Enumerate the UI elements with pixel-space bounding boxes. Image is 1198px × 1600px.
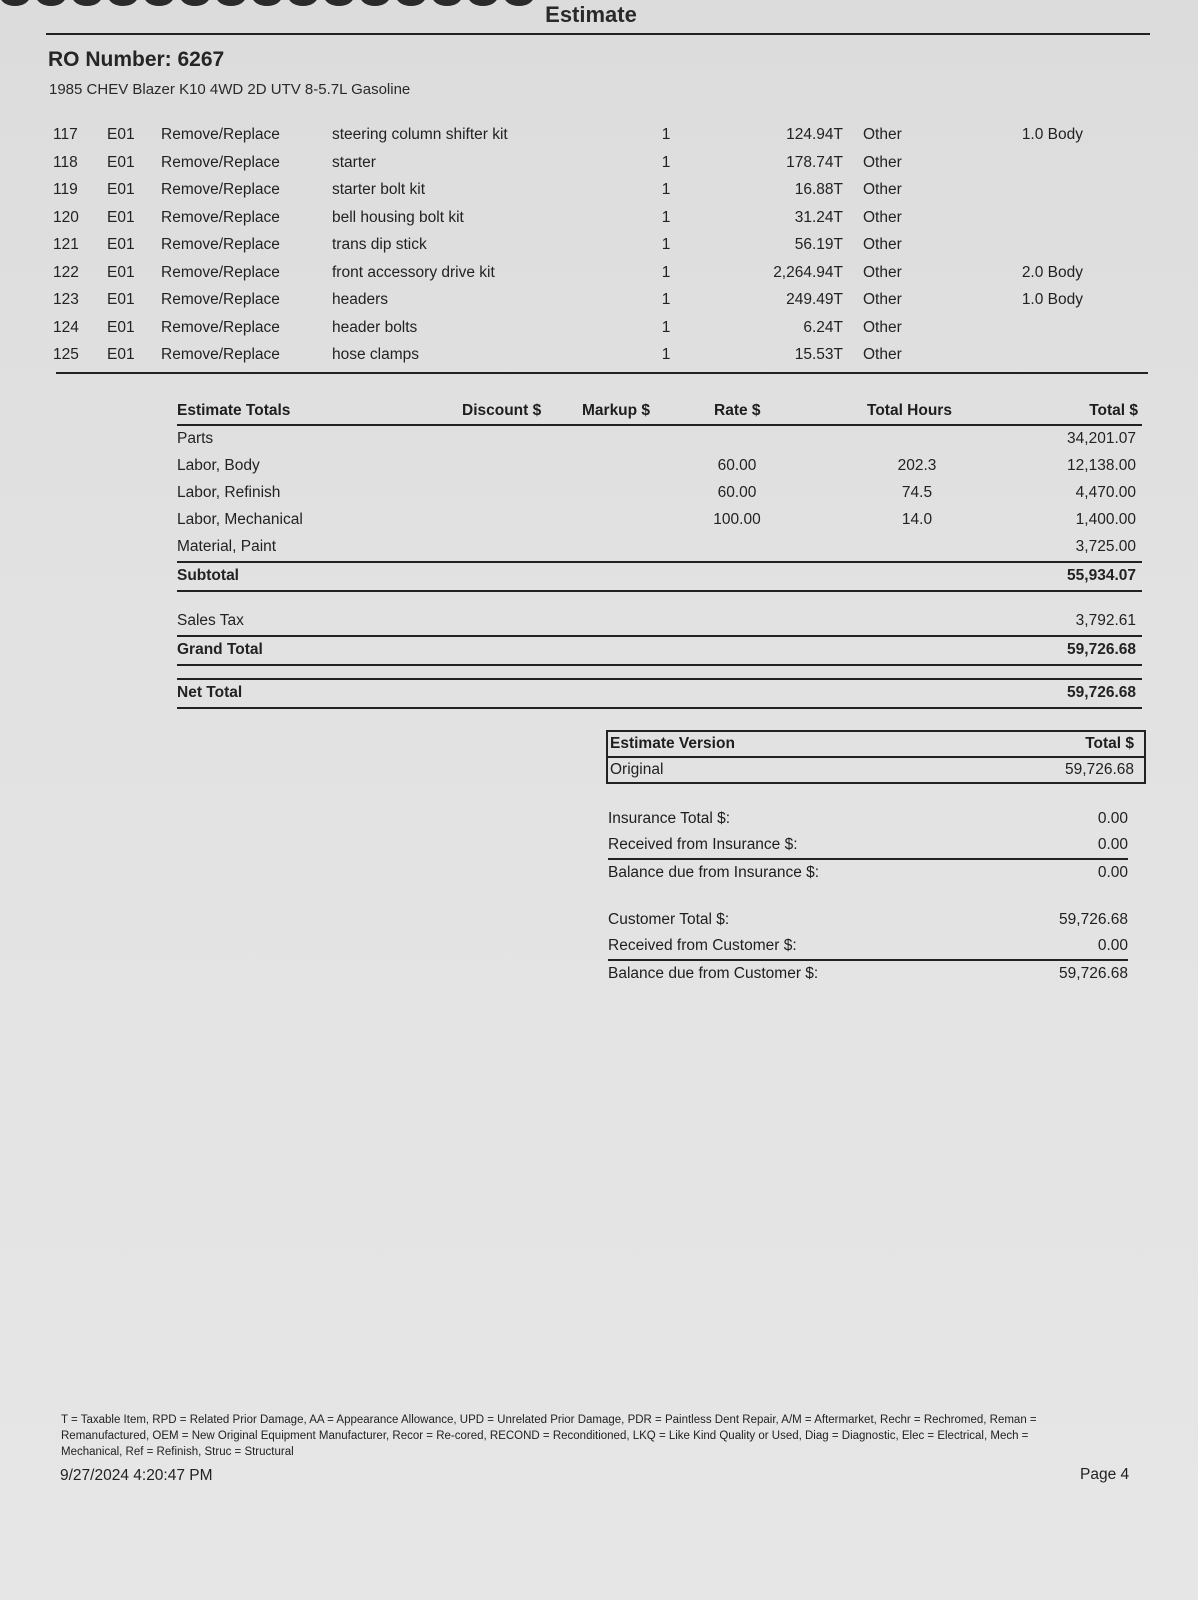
line-price: 6.24T bbox=[803, 318, 843, 336]
line-labor: 1.0 Body bbox=[1021, 291, 1083, 308]
totals-row-sales-tax bbox=[177, 608, 1142, 637]
line-operation: Remove/Replace bbox=[161, 346, 280, 363]
totals-value: 3,725.00 bbox=[1075, 538, 1136, 555]
totals-value: 1,400.00 bbox=[1075, 511, 1136, 528]
totals-hours: 202.3 bbox=[897, 457, 937, 474]
customer-total-label: Customer Total $: bbox=[608, 911, 730, 928]
insurance-balances bbox=[608, 806, 1128, 886]
title-rule bbox=[46, 33, 1150, 35]
insurance-balance-value: 0.00 bbox=[1097, 864, 1128, 881]
totals-label: Net Total bbox=[177, 684, 243, 701]
line-number: 125 bbox=[53, 346, 79, 363]
totals-header-label: Estimate Totals bbox=[177, 402, 291, 419]
insurance-total-value: 0.00 bbox=[1097, 810, 1128, 827]
version-name: Original bbox=[610, 761, 664, 778]
line-code: E01 bbox=[107, 291, 135, 308]
document-title: Estimate bbox=[545, 2, 637, 27]
line-qty: 1 bbox=[661, 208, 671, 226]
totals-value: 4,470.00 bbox=[1075, 484, 1136, 501]
customer-received-row bbox=[608, 933, 1128, 961]
line-operation: Remove/Replace bbox=[161, 126, 280, 143]
line-type: Other bbox=[863, 181, 902, 198]
line-qty: 1 bbox=[661, 291, 671, 308]
line-number: 117 bbox=[53, 126, 78, 143]
totals-row-material-paint bbox=[177, 534, 1142, 563]
line-type: Other bbox=[863, 263, 902, 281]
line-item-row bbox=[53, 181, 1148, 209]
insurance-balance-label: Balance due from Insurance $: bbox=[608, 864, 820, 881]
line-code: E01 bbox=[107, 318, 135, 336]
totals-value: 12,138.00 bbox=[1067, 457, 1136, 474]
line-price: 16.88T bbox=[794, 181, 843, 198]
totals-label: Parts bbox=[177, 430, 214, 447]
insurance-total-label: Insurance Total $: bbox=[608, 810, 731, 827]
line-item-row bbox=[53, 291, 1148, 319]
totals-row-grand-total bbox=[177, 637, 1142, 666]
totals-rate: 60.00 bbox=[717, 484, 757, 501]
line-qty: 1 bbox=[661, 153, 671, 171]
totals-row-parts bbox=[177, 426, 1142, 453]
line-number: 122 bbox=[53, 263, 79, 281]
line-description: steering column shifter kit bbox=[332, 126, 508, 143]
line-price: 56.19T bbox=[794, 236, 843, 253]
line-qty: 1 bbox=[661, 263, 671, 281]
line-operation: Remove/Replace bbox=[161, 291, 280, 308]
line-number: 119 bbox=[53, 181, 78, 198]
line-description: starter bolt kit bbox=[332, 181, 426, 198]
totals-value: 55,934.07 bbox=[1067, 567, 1136, 584]
line-number: 118 bbox=[53, 153, 78, 171]
line-operation: Remove/Replace bbox=[161, 153, 280, 171]
totals-value: 59,726.68 bbox=[1067, 641, 1136, 658]
totals-header-markup: Markup $ bbox=[582, 402, 651, 419]
customer-balances bbox=[608, 907, 1128, 987]
totals-header-total: Total $ bbox=[1089, 402, 1138, 419]
line-number: 120 bbox=[53, 208, 79, 226]
line-qty: 1 bbox=[661, 318, 671, 336]
line-type: Other bbox=[863, 126, 902, 143]
totals-label: Subtotal bbox=[177, 567, 239, 584]
line-number: 121 bbox=[53, 236, 79, 253]
line-price: 31.24T bbox=[794, 208, 843, 226]
totals-label: Labor, Refinish bbox=[177, 484, 281, 501]
line-item-row bbox=[53, 126, 1148, 154]
line-type: Other bbox=[863, 291, 902, 308]
line-labor: 1.0 Body bbox=[1021, 126, 1083, 143]
insurance-received-value: 0.00 bbox=[1097, 836, 1128, 853]
insurance-received-row bbox=[608, 832, 1128, 860]
insurance-balance-row bbox=[608, 860, 1128, 886]
line-qty: 1 bbox=[661, 236, 671, 253]
line-qty: 1 bbox=[661, 126, 671, 143]
vehicle-description: 1985 CHEV Blazer K10 4WD 2D UTV 8-5.7L Gasoline bbox=[49, 81, 411, 98]
line-description: starter bbox=[332, 153, 376, 171]
line-item-row bbox=[53, 209, 1148, 237]
totals-label: Labor, Body bbox=[177, 457, 260, 474]
line-items-table bbox=[53, 126, 1148, 374]
version-header-total: Total $ bbox=[1085, 735, 1134, 752]
ro-number: RO Number: 6267 bbox=[48, 48, 225, 71]
line-items-rule bbox=[56, 372, 1148, 374]
totals-header-hours: Total Hours bbox=[867, 402, 952, 419]
customer-total-value: 59,726.68 bbox=[1059, 911, 1128, 928]
line-price: 2,264.94T bbox=[773, 263, 843, 281]
totals-value: 3,792.61 bbox=[1075, 612, 1136, 629]
page-number: Page 4 bbox=[1080, 1466, 1130, 1483]
line-description: hose clamps bbox=[332, 346, 420, 363]
line-type: Other bbox=[863, 153, 902, 171]
insurance-total-row bbox=[608, 806, 1128, 832]
line-qty: 1 bbox=[661, 181, 671, 198]
customer-balance-value: 59,726.68 bbox=[1059, 965, 1128, 982]
line-price: 249.49T bbox=[786, 291, 843, 308]
abbreviation-legend: T = Taxable Item, RPD = Related Prior Damage, AA = Appearance Allowance, UPD = Unrelated Prior Damage, PDR = Paintless Dent Repair, A/M = Aftermarket, Rechr = Rechromed, Reman = Remanufactured, OEM = New Original Equipment Manufacturer, Recor = Re-cored, RECOND = Reconditioned, LKQ = Like Kind Quality or Used, Diag = Diagnostic, Elec = Electrical, Mech = Mechanical, Ref = Refinish, Struc = Structural bbox=[61, 1414, 1037, 1458]
estimate-totals-table bbox=[177, 400, 1142, 709]
line-qty: 1 bbox=[661, 346, 671, 363]
line-number: 123 bbox=[53, 291, 79, 308]
totals-row-labor-refinish bbox=[177, 480, 1142, 507]
line-item-row bbox=[53, 264, 1148, 292]
version-header-row bbox=[608, 732, 1144, 758]
version-total: 59,726.68 bbox=[1065, 761, 1134, 778]
totals-label: Material, Paint bbox=[177, 538, 277, 555]
line-number: 124 bbox=[53, 318, 79, 336]
line-code: E01 bbox=[107, 346, 135, 363]
line-operation: Remove/Replace bbox=[161, 263, 280, 281]
customer-received-value: 0.00 bbox=[1097, 937, 1128, 954]
line-description: front accessory drive kit bbox=[332, 263, 495, 281]
totals-label: Labor, Mechanical bbox=[177, 511, 303, 528]
line-description: headers bbox=[332, 291, 389, 308]
line-operation: Remove/Replace bbox=[161, 208, 280, 226]
line-price: 15.53T bbox=[794, 346, 843, 363]
totals-header-row bbox=[177, 400, 1142, 426]
customer-balance-row bbox=[608, 961, 1128, 987]
line-type: Other bbox=[863, 318, 902, 336]
line-item-row bbox=[53, 236, 1148, 264]
line-price: 178.74T bbox=[786, 153, 843, 171]
version-header-label: Estimate Version bbox=[610, 735, 735, 752]
totals-row-subtotal bbox=[177, 563, 1142, 592]
line-price: 124.94T bbox=[786, 126, 843, 143]
line-item-row bbox=[53, 346, 1148, 374]
totals-rate: 100.00 bbox=[713, 511, 761, 528]
line-description: bell housing bolt kit bbox=[332, 208, 464, 226]
insurance-received-label: Received from Insurance $: bbox=[608, 836, 798, 853]
totals-value: 34,201.07 bbox=[1067, 430, 1136, 447]
line-item-row bbox=[53, 319, 1148, 347]
line-type: Other bbox=[863, 346, 902, 363]
customer-balance-label: Balance due from Customer $: bbox=[608, 965, 819, 982]
line-description: header bolts bbox=[332, 318, 418, 336]
totals-rate: 60.00 bbox=[717, 457, 757, 474]
line-code: E01 bbox=[107, 236, 135, 253]
totals-label: Sales Tax bbox=[177, 612, 244, 629]
customer-total-row bbox=[608, 907, 1128, 933]
line-code: E01 bbox=[107, 181, 135, 198]
line-type: Other bbox=[863, 208, 902, 226]
line-labor: 2.0 Body bbox=[1021, 263, 1083, 281]
customer-received-label: Received from Customer $: bbox=[608, 937, 797, 954]
line-operation: Remove/Replace bbox=[161, 318, 280, 336]
totals-label: Grand Total bbox=[177, 641, 263, 658]
line-code: E01 bbox=[107, 208, 135, 226]
line-code: E01 bbox=[107, 263, 135, 281]
line-type: Other bbox=[863, 236, 902, 253]
line-operation: Remove/Replace bbox=[161, 181, 280, 198]
version-row bbox=[608, 758, 1144, 782]
line-description: trans dip stick bbox=[332, 236, 427, 253]
totals-header-discount: Discount $ bbox=[462, 402, 542, 419]
printed-timestamp: 9/27/2024 4:20:47 PM bbox=[60, 1467, 213, 1484]
line-operation: Remove/Replace bbox=[161, 236, 280, 253]
totals-hours: 74.5 bbox=[901, 484, 933, 501]
totals-hours: 14.0 bbox=[901, 511, 933, 528]
line-code: E01 bbox=[107, 126, 135, 143]
spacer bbox=[177, 592, 1142, 608]
estimate-version-table bbox=[606, 730, 1146, 784]
line-item-row bbox=[53, 154, 1148, 182]
totals-row-net-total bbox=[177, 680, 1142, 709]
line-code: E01 bbox=[107, 153, 135, 171]
totals-header-rate: Rate $ bbox=[714, 402, 761, 419]
totals-value: 59,726.68 bbox=[1067, 684, 1136, 701]
totals-row-labor-body bbox=[177, 453, 1142, 480]
spacer bbox=[177, 666, 1142, 680]
totals-row-labor-mechanical bbox=[177, 507, 1142, 534]
